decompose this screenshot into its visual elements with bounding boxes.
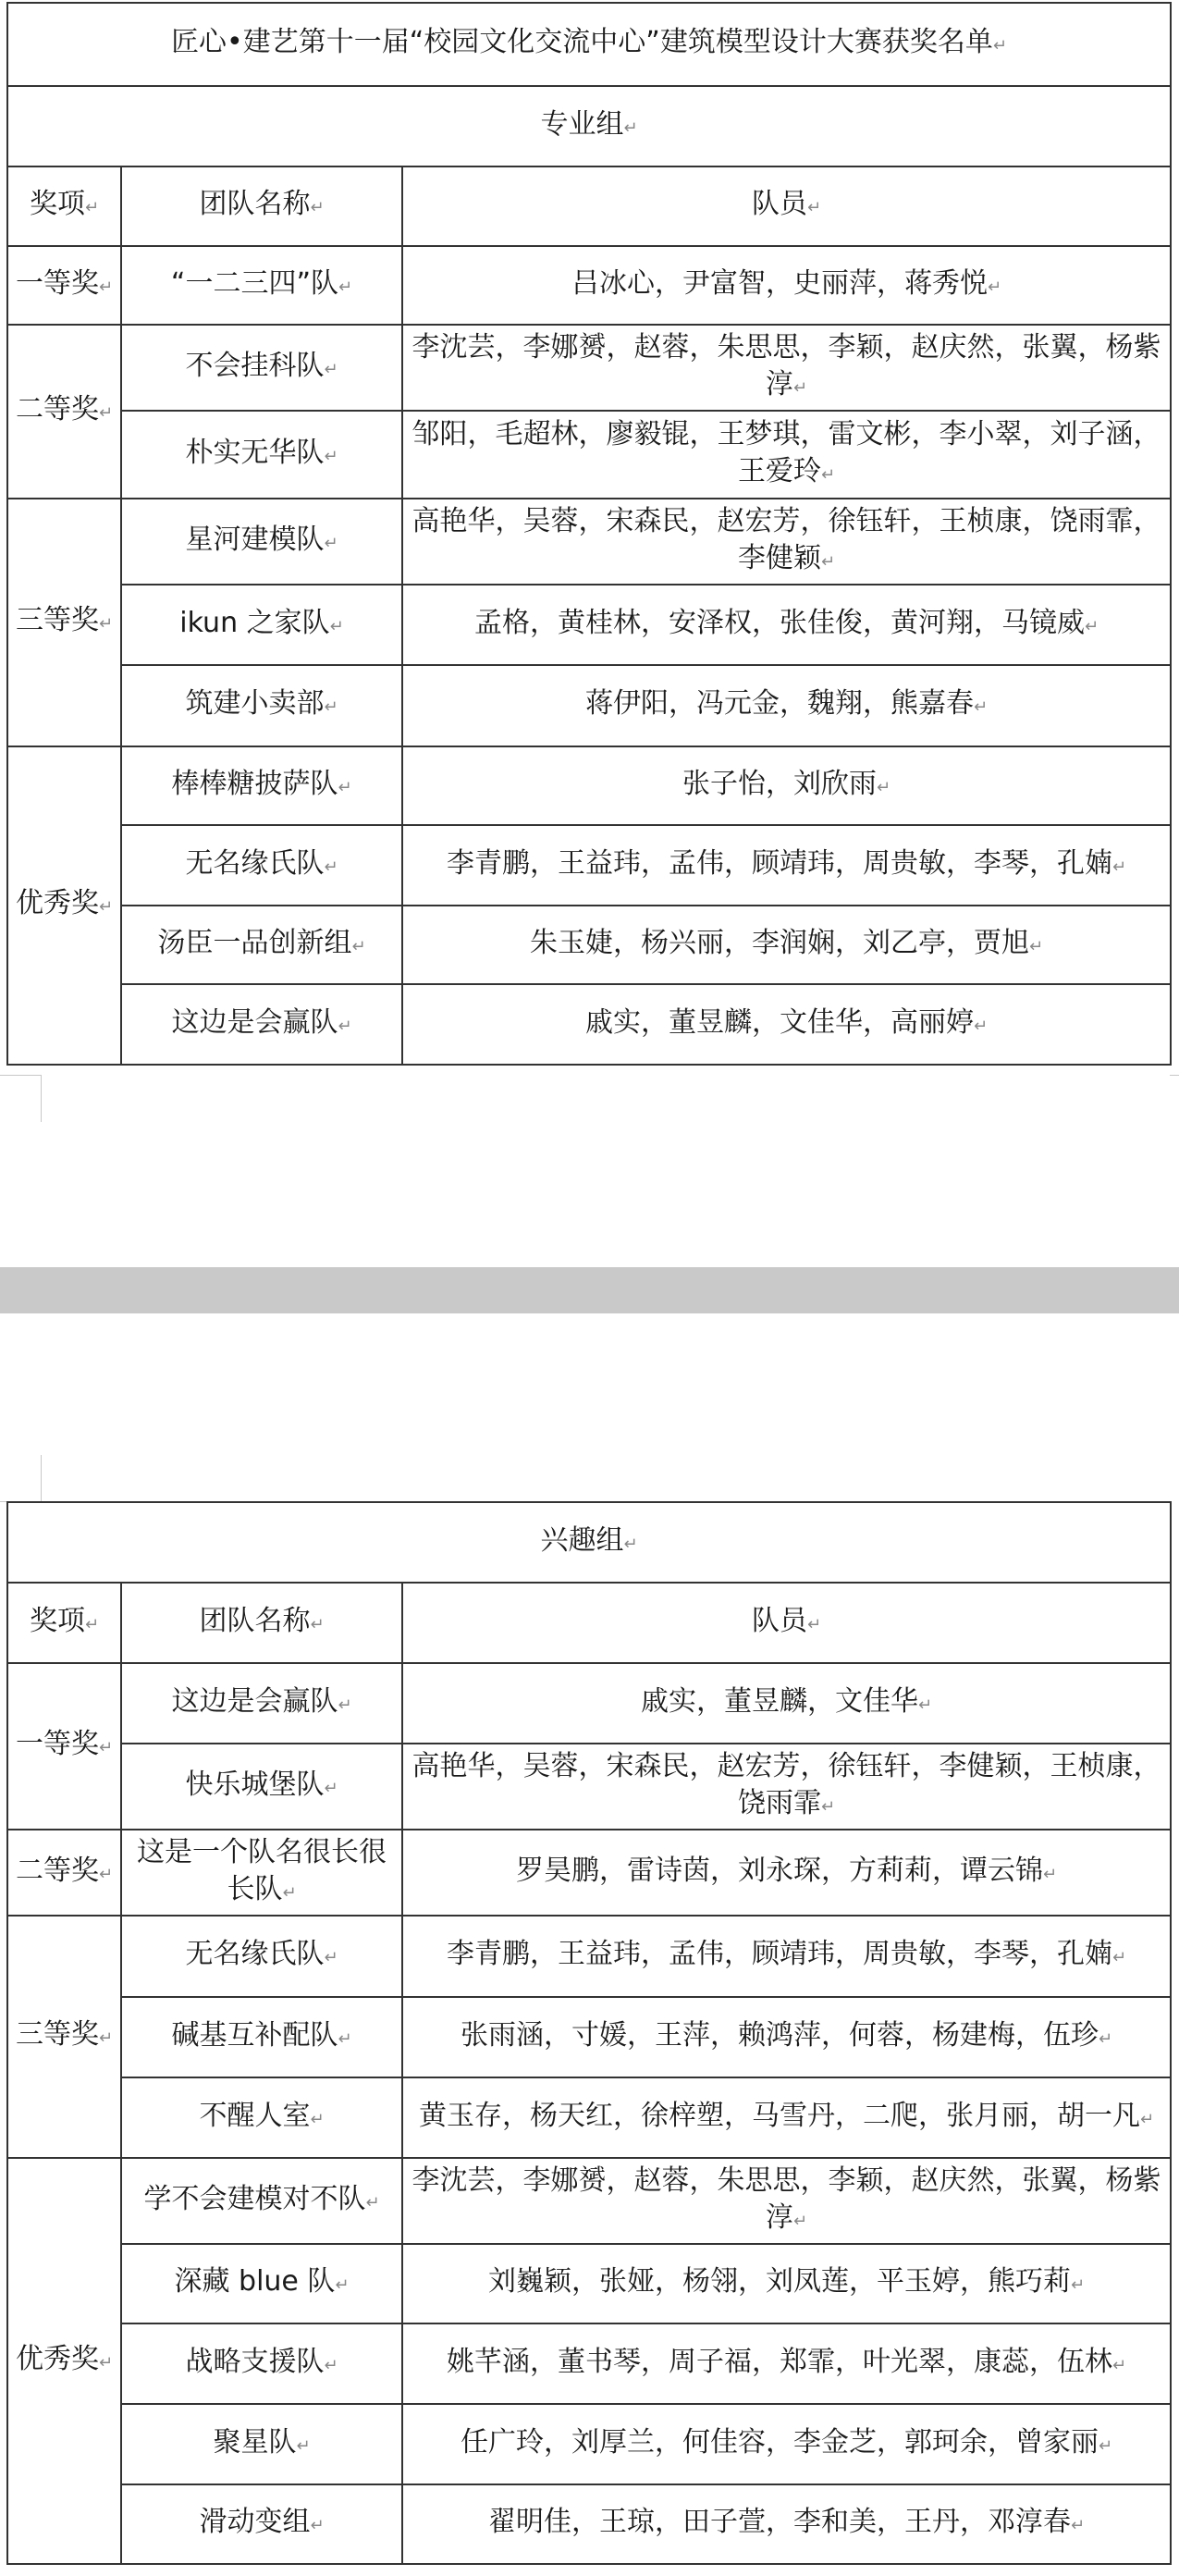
team-cell: 聚星队↵: [121, 2404, 402, 2484]
members-cell: 任广玲，刘厚兰，何佳容，李金芝，郭珂余，曾家丽↵: [402, 2404, 1171, 2484]
team-cell: 汤臣一品创新组↵: [121, 906, 402, 984]
header-award: 奖项↵: [7, 1583, 121, 1663]
header-members: 队员↵: [402, 1583, 1171, 1663]
team-cell: 星河建模队↵: [121, 499, 402, 585]
team-cell: 这边是会赢队↵: [121, 1663, 402, 1744]
team-cell: 不会挂科队↵: [121, 325, 402, 411]
team-cell: “一二三四”队↵: [121, 246, 402, 325]
header-award: 奖项↵: [7, 166, 121, 246]
document-page-2: [0, 1313, 1179, 2576]
team-cell: 这是一个队名很长很长队↵: [121, 1830, 402, 1916]
page-separator: [0, 1267, 1179, 1313]
page-corner-mark: [0, 1455, 42, 1502]
members-cell: 张雨涵，寸媛，王萍，赖鸿萍，何蓉，杨建梅，伍珍↵: [402, 1997, 1171, 2077]
award-cell: 一等奖↵: [7, 246, 121, 325]
document-page-1: [0, 0, 1179, 1267]
team-cell: 战略支援队↵: [121, 2323, 402, 2404]
team-cell: 筑建小卖部↵: [121, 665, 402, 746]
members-cell: 李沈芸，李娜赟，赵蓉，朱思思，李颖，赵庆然，张翼，杨紫淳↵: [402, 325, 1171, 411]
members-cell: 张子怡，刘欣雨↵: [402, 746, 1171, 825]
members-cell: 李青鹏，王益玮，孟伟，顾靖玮，周贵敏，李琴，孔婻↵: [402, 1916, 1171, 1997]
team-cell: 无名缘氏队↵: [121, 1916, 402, 1997]
professional-award-table: [6, 2, 1172, 1066]
award-cell: 二等奖↵: [7, 325, 121, 499]
document-title: 匠心•建艺第十一届“校园文化交流中心”建筑模型设计大赛获奖名单↵: [7, 3, 1171, 86]
team-cell: 深藏 blue 队↵: [121, 2244, 402, 2323]
team-cell: 快乐城堡队↵: [121, 1744, 402, 1830]
members-cell: 刘巍颖，张娅，杨翎，刘凤莲，平玉婷，熊巧莉↵: [402, 2244, 1171, 2323]
team-cell: 不醒人室↵: [121, 2077, 402, 2158]
members-cell: 蒋伊阳，冯元金，魏翔，熊嘉春↵: [402, 665, 1171, 746]
members-cell: 李青鹏，王益玮，孟伟，顾靖玮，周贵敏，李琴，孔婻↵: [402, 825, 1171, 906]
members-cell: 朱玉婕，杨兴丽，李润娴，刘乙亭，贾旭↵: [402, 906, 1171, 984]
award-cell: 三等奖↵: [7, 1916, 121, 2158]
award-cell: 一等奖↵: [7, 1663, 121, 1830]
header-team: 团队名称↵: [121, 166, 402, 246]
team-cell: 朴实无华队↵: [121, 411, 402, 499]
team-cell: 滑动变组↵: [121, 2484, 402, 2564]
members-cell: 高艳华，吴蓉，宋森民，赵宏芳，徐钰轩，王桢康，饶雨霏，李健颖↵: [402, 499, 1171, 585]
members-cell: 翟明佳，王琼，田子萱，李和美，王丹，邓淳春↵: [402, 2484, 1171, 2564]
award-cell: 二等奖↵: [7, 1830, 121, 1916]
page-corner-mark: [0, 1075, 42, 1122]
team-cell: 这边是会赢队↵: [121, 984, 402, 1065]
award-cell: 优秀奖↵: [7, 746, 121, 1065]
members-cell: 邹阳，毛超林，廖毅锟，王梦琪，雷文彬，李小翠，刘子涵，王爱玲↵: [402, 411, 1171, 499]
members-cell: 姚芊涵，董书琴，周子福，郑霏，叶光翠，康蕊，伍林↵: [402, 2323, 1171, 2404]
team-cell: ikun 之家队↵: [121, 585, 402, 665]
award-cell: 优秀奖↵: [7, 2158, 121, 2564]
team-cell: 学不会建模对不队↵: [121, 2158, 402, 2244]
members-cell: 孟格，黄桂林，安泽权，张佳俊，黄河翔，马镜威↵: [402, 585, 1171, 665]
group-name: 兴趣组↵: [7, 1502, 1171, 1583]
interest-award-table: [6, 1501, 1172, 2565]
members-cell: 吕冰心，尹富智，史丽萍，蒋秀悦↵: [402, 246, 1171, 325]
members-cell: 戚实，董昱麟，文佳华↵: [402, 1663, 1171, 1744]
members-cell: 高艳华，吴蓉，宋森民，赵宏芳，徐钰轩，李健颖，王桢康，饶雨霏↵: [402, 1744, 1171, 1830]
members-cell: 黄玉存，杨天红，徐梓塑，马雪丹，二爬，张月丽，胡一凡↵: [402, 2077, 1171, 2158]
award-cell: 三等奖↵: [7, 499, 121, 746]
members-cell: 戚实，董昱麟，文佳华，高丽婷↵: [402, 984, 1171, 1065]
members-cell: 李沈芸，李娜赟，赵蓉，朱思思，李颖，赵庆然，张翼，杨紫淳↵: [402, 2158, 1171, 2244]
team-cell: 无名缘氏队↵: [121, 825, 402, 906]
header-team: 团队名称↵: [121, 1583, 402, 1663]
header-members: 队员↵: [402, 166, 1171, 246]
team-cell: 棒棒糖披萨队↵: [121, 746, 402, 825]
group-name: 专业组↵: [7, 86, 1171, 166]
team-cell: 碱基互补配队↵: [121, 1997, 402, 2077]
page-corner-mark: [1170, 1075, 1179, 1122]
members-cell: 罗昊鹏，雷诗茵，刘永琛，方莉莉，谭云锦↵: [402, 1830, 1171, 1916]
